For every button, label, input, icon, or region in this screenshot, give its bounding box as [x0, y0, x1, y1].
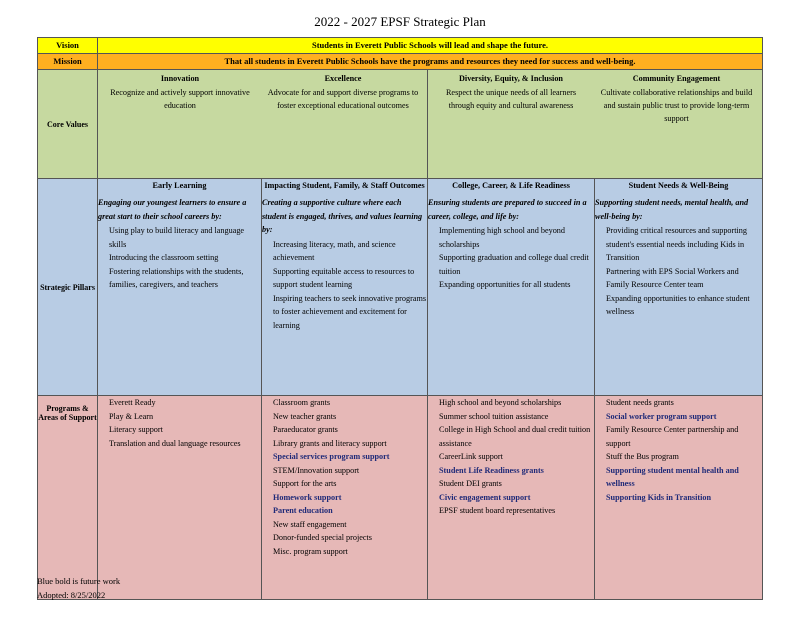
- list-item: [262, 491, 427, 505]
- list-item-text: Increasing literacy, math, and science achievement: [273, 239, 396, 262]
- list-item-text: Library grants and literacy support: [273, 438, 387, 448]
- core-value-dei: [428, 70, 593, 127]
- core-value-text: Respect the unique needs of all learners through equity and cultural awareness: [445, 88, 577, 110]
- list-item-text: Implementing high school and beyond scholarships: [439, 226, 565, 249]
- list-item-text: Supporting graduation and college dual credit tuition: [439, 253, 589, 276]
- pillar-bullets: [98, 224, 261, 292]
- list-item: [595, 491, 762, 505]
- list-item-text: Support for the arts: [273, 479, 337, 488]
- pillar-heading: Impacting Student, Family, & Staff Outcomes: [264, 181, 425, 190]
- page-title: 2022 - 2027 EPSF Strategic Plan: [314, 14, 486, 29]
- list-item: [98, 396, 261, 410]
- list-item: [262, 410, 427, 424]
- vision-text: Students in Everett Public Schools will lead and shape the future.: [98, 38, 763, 54]
- list-item-text: Inspiring teachers to seek innovative programs to foster achievement and excitement for learning: [273, 293, 427, 330]
- core-values-row: [38, 70, 763, 179]
- list-item-text: Introducing the classroom setting: [109, 253, 219, 262]
- list-item-text: New teacher grants: [273, 411, 337, 421]
- footer-adopted: Adopted: 8/25/2022: [37, 590, 106, 600]
- list-item: [262, 504, 427, 518]
- list-item: [262, 450, 427, 464]
- core-value-excellence: [261, 70, 424, 114]
- core-value-text: Recognize and actively support innovative education: [110, 88, 250, 110]
- core-value-text: Advocate for and support diverse programs to foster exceptional educational outcomes: [267, 88, 419, 110]
- list-item-text: Supporting student mental health and wellness: [606, 465, 739, 488]
- list-item-text: Supporting equitable access to resources to support student learning: [273, 266, 415, 289]
- program-list: [262, 396, 427, 558]
- list-item: [262, 531, 427, 545]
- list-item: [262, 518, 427, 532]
- mission-text: That all students in Everett Public Schools have the programs and resources they need for success and well-being.: [98, 54, 763, 70]
- list-item: [428, 464, 594, 478]
- list-item-text: Family Resource Center partnership and support: [606, 425, 739, 448]
- list-item: [262, 437, 427, 451]
- mission-label: Mission: [38, 54, 98, 70]
- list-item: [595, 224, 762, 265]
- list-item-text: Providing critical resources and supporting student's essential needs including Kids in Transition: [606, 226, 747, 262]
- pillar-readiness: [428, 179, 595, 396]
- list-item: [262, 292, 427, 333]
- list-item-text: Everett Ready: [109, 398, 156, 407]
- programs-row: [38, 396, 763, 600]
- pillar-intro: Creating a supportive culture where each student is engaged, thrives, and values learning by:: [262, 198, 423, 234]
- vision-row: [38, 38, 763, 54]
- list-item: [428, 491, 594, 505]
- vision-label: Vision: [38, 38, 98, 54]
- programs-wellbeing: [595, 396, 763, 600]
- list-item-text: Partnering with EPS Social Workers and Family Resource Center team: [606, 266, 739, 289]
- list-item-text: Play & Learn: [109, 411, 154, 421]
- program-list: [428, 396, 594, 518]
- list-item-text: Translation and dual language resources: [109, 438, 241, 448]
- pillar-intro: Ensuring students are prepared to succeed in a career, college, and life by:: [428, 198, 587, 221]
- list-item: [98, 224, 261, 251]
- list-item: [428, 477, 594, 491]
- list-item: [595, 464, 762, 491]
- pillar-wellbeing: [595, 179, 763, 396]
- list-item: [428, 410, 594, 424]
- core-value-heading: Diversity, Equity, & Inclusion: [459, 74, 563, 83]
- list-item: [595, 265, 762, 292]
- list-item: [98, 251, 261, 265]
- footer-legend: Blue bold is future work: [37, 576, 121, 586]
- list-item-text: Social worker program support: [606, 411, 717, 421]
- pillar-heading: Student Needs & Well-Being: [628, 181, 729, 190]
- list-item-text: College in High School and dual credit tuition assistance: [439, 425, 591, 448]
- core-value-heading: Community Engagement: [632, 74, 721, 83]
- core-values-label: Core Values: [38, 70, 98, 179]
- mission-row: [38, 54, 763, 70]
- core-value-innovation: [98, 70, 261, 114]
- pillar-bullets: [595, 224, 762, 319]
- list-item: [595, 396, 762, 410]
- list-item: [262, 464, 427, 478]
- list-item: [428, 504, 594, 518]
- pillar-early-learning: [98, 179, 262, 396]
- list-item-text: Donor-funded special projects: [273, 533, 372, 542]
- list-item: [428, 450, 594, 464]
- list-item: [595, 423, 762, 450]
- core-value-heading: Excellence: [324, 74, 362, 83]
- strategic-pillars-row: [38, 179, 763, 396]
- list-item-text: Classroom grants: [273, 398, 331, 407]
- list-item-text: Civic engagement support: [439, 492, 531, 502]
- list-item-text: EPSF student board representatives: [439, 506, 556, 515]
- list-item: [262, 396, 427, 410]
- list-item: [98, 423, 261, 437]
- list-item: [428, 278, 594, 292]
- list-item-text: High school and beyond scholarships: [439, 398, 562, 407]
- programs-outcomes: [262, 396, 428, 600]
- program-list: [98, 396, 261, 450]
- list-item-text: Special services program support: [273, 452, 390, 461]
- list-item: [262, 238, 427, 265]
- list-item: [262, 423, 427, 437]
- pillar-intro: Engaging our youngest learners to ensure a great start to their school careers by:: [98, 198, 247, 221]
- list-item: [595, 450, 762, 464]
- pillar-bullets: [428, 224, 594, 292]
- pillar-bullets: [262, 238, 427, 333]
- core-values-left: [98, 70, 428, 179]
- list-item-text: Stuff the Bus program: [606, 452, 679, 461]
- list-item-text: Supporting Kids in Transition: [606, 492, 712, 502]
- list-item: [262, 545, 427, 559]
- programs-early-learning: [98, 396, 262, 600]
- list-item-text: Student needs grants: [606, 398, 674, 407]
- strategic-plan-table: [37, 37, 763, 600]
- list-item: [262, 265, 427, 292]
- list-item: [428, 423, 594, 450]
- pillar-heading: College, Career, & Life Readiness: [452, 181, 570, 190]
- list-item: [428, 396, 594, 410]
- list-item: [595, 292, 762, 319]
- list-item-text: Misc. program support: [273, 546, 348, 556]
- list-item: [428, 224, 594, 251]
- core-value-text: Cultivate collaborative relationships and build and sustain public trust to provide long-term support: [600, 88, 753, 123]
- list-item-text: Fostering relationships with the students, families, caregivers, and teachers: [109, 266, 244, 289]
- list-item: [98, 410, 261, 424]
- list-item-text: CareerLink support: [439, 452, 503, 461]
- list-item-text: Student DEI grants: [439, 479, 502, 488]
- list-item-text: Paraeducator grants: [273, 425, 338, 434]
- list-item: [98, 437, 261, 451]
- list-item: [98, 265, 261, 292]
- list-item-text: Using play to build literacy and language skills: [109, 226, 245, 249]
- list-item-text: Homework support: [273, 492, 342, 502]
- programs-readiness: [428, 396, 595, 600]
- program-list: [595, 396, 762, 504]
- pillar-intro: Supporting student needs, mental health, and well-being by:: [595, 198, 749, 221]
- list-item-text: STEM/Innovation support: [273, 465, 360, 475]
- core-value-heading: Innovation: [160, 74, 200, 83]
- list-item: [428, 251, 594, 278]
- core-value-community: [593, 70, 759, 127]
- list-item-text: Student Life Readiness grants: [439, 465, 544, 475]
- list-item-text: Expanding opportunities to enhance student wellness: [606, 293, 750, 316]
- list-item: [262, 477, 427, 491]
- list-item: [595, 410, 762, 424]
- list-item-text: Summer school tuition assistance: [439, 411, 549, 421]
- programs-label: Programs & Areas of Support: [38, 396, 98, 600]
- list-item-text: Literacy support: [109, 425, 163, 434]
- list-item-text: New staff engagement: [273, 519, 347, 529]
- list-item-text: Expanding opportunities for all students: [439, 280, 571, 289]
- pillar-heading: Early Learning: [152, 181, 207, 190]
- pillar-outcomes: [262, 179, 428, 396]
- list-item-text: Parent education: [273, 506, 333, 515]
- strategic-pillars-label: Strategic Pillars: [38, 179, 98, 396]
- core-values-right: [428, 70, 763, 179]
